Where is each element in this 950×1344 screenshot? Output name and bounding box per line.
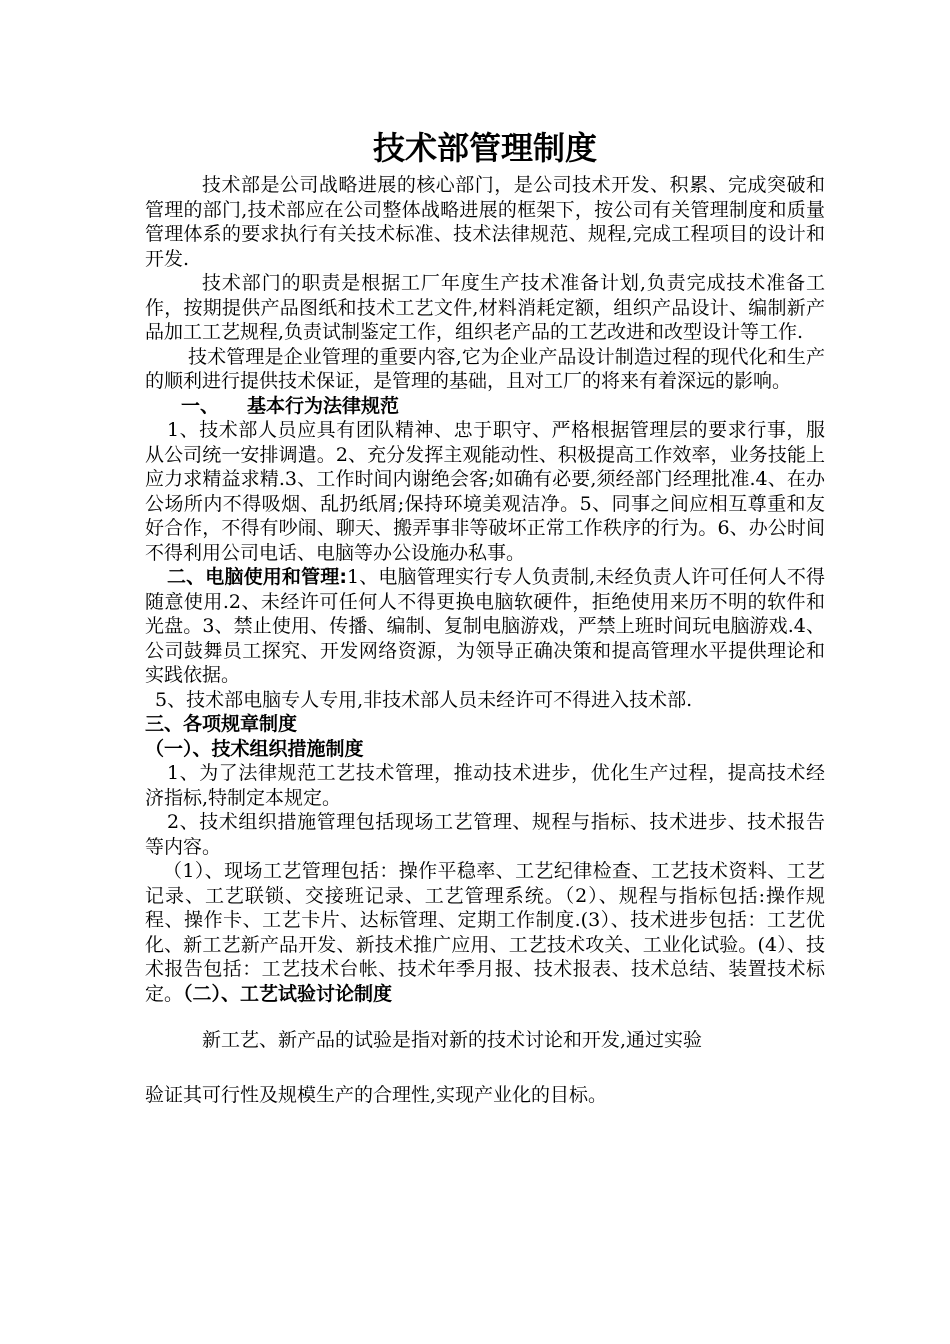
section-3-sub-1-heading: （一）、技术组织措施制度 xyxy=(145,737,364,760)
section-1-number: 一、 xyxy=(181,394,220,417)
intro-paragraph-3: 技术管理是企业管理的重要内容,它为企业产品设计制造过程的现代化和生产的顺利进行提供技术保证，是管理的基础，且对工厂的将来有着深远的影响。 xyxy=(145,345,825,392)
document-title: 技术部管理制度 xyxy=(372,129,597,167)
intro-paragraph-2: 技术部门的职责是根据工厂年度生产技术准备计划,负责完成技术准备工作，按期提供产品图纸和技术工艺文件,材料消耗定额，组织产品设计、编制新产品加工工艺规程,负责试制鉴定工作，组织老产品的工艺改进和改型设计等工作. xyxy=(145,272,825,343)
section-2-body: 1、电脑管理实行专人负责制,未经负责人许可任何人不得随意使用.2、未经许可任何人不得更换电脑软硬件，拒绝使用来历不明的软件和光盘。3、禁止使用、传播、编制、复制电脑游戏，严禁上班时间玩电脑游戏.4、公司鼓舞员工探究、开发网络资源，为领导正确决策和提高管理水平提供理论和实践依据。 xyxy=(145,566,825,686)
section-3-sub-2-heading: （二）、工艺试验讨论制度 xyxy=(183,982,393,1005)
section-3-paragraph-4-line-2: 验证其可行性及规模生产的合理性,实现产业化的目标。 xyxy=(145,1083,608,1106)
section-3-paragraph-1: 1、为了法律规范工艺技术管理，推动技术进步，优化生产过程，提高技术经济指标,特制定本规定。 xyxy=(145,762,825,809)
intro-paragraph-1: 技术部是公司战略进展的核心部门，是公司技术开发、积累、完成突破和管理的部门,技术部应在公司整体战略进展的框架下，按公司有关管理制度和质量管理体系的要求执行有关技术标准、技术法律规范、规程,完成工程项目的设计和开发. xyxy=(145,174,825,270)
section-3-heading: 三、各项规章制度 xyxy=(145,713,298,735)
section-3-paragraph-2: 2、技术组织措施管理包括现场工艺管理、规程与指标、技术进步、技术报告等内容。 xyxy=(145,811,825,858)
section-3-paragraph-3 xyxy=(145,859,825,1006)
section-1-body: 1、技术部人员应具有团队精神、忠于职守、严格根据管理层的要求行事，服从公司统一安排调遣。2、充分发挥主观能动性、积极提高工作效率，业务技能上应力求精益求精.3、工作时间内谢绝会客;如确有必要,须经部门经理批准.4、在办公场所内不得吸烟、乱扔纸屑;保持环境美观洁净。5、同事之间应相互尊重和友好合作，不得有吵闹、聊天、搬弄事非等破坏正常工作秩序的行为。6、办公时间不得利用公司电话、电脑等办公设施办私事。 xyxy=(145,419,825,564)
document-page xyxy=(145,125,825,1107)
section-2-item-5: 5、技术部电脑专人专用,非技术部人员未经许可不得进入技术部. xyxy=(155,688,693,711)
section-2-paragraph xyxy=(145,565,825,688)
section-1-title: 基本行为法律规范 xyxy=(247,394,400,417)
section-1-heading xyxy=(145,394,825,419)
section-2-heading: 二、电脑使用和管理: xyxy=(167,566,347,588)
section-3-paragraph-4-line-1: 新工艺、新产品的试验是指对新的技术讨论和开发,通过实验 xyxy=(202,1029,703,1051)
section-3-paragraph-3-text: （1）、现场工艺管理包括：操作平稳率、工艺纪律检查、工艺技术资料、工艺记录、工艺联锁、交接班记录、工艺管理系统。（2）、规程与指标包括:操作规程、操作卡、工艺卡片、达标管理、定期工作制度.(3）、技术进步包括：工艺优化、新工艺新产品开发、新技术推广应用、工艺技术攻关、工业化试验。(4）、技术报告包括：工艺技术台帐、技术年季月报、技术报表、技术总结、装置技术标定。 xyxy=(145,860,825,1005)
